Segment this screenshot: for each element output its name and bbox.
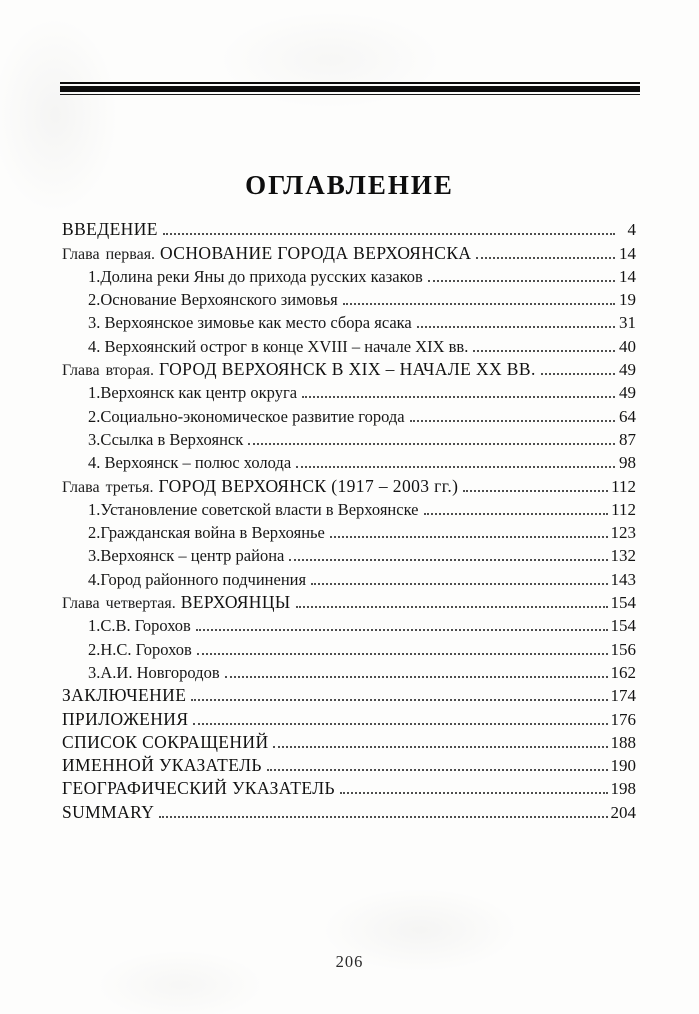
toc-entry-label: SUMMARY: [62, 801, 155, 822]
dot-leader: [302, 396, 615, 398]
toc-entry-prefix: Глава вторая.: [62, 362, 154, 380]
dot-leader: [417, 326, 615, 328]
toc-entry-label: 1.С.В. Горохов: [88, 616, 191, 636]
dot-leader: [191, 699, 607, 701]
toc-entry-label: СПИСОК СОКРАЩЕНИЙ: [62, 731, 269, 752]
page-number: 206: [335, 952, 364, 971]
toc-entry-label: ГЕОГРАФИЧЕСКИЙ УКАЗАТЕЛЬ: [62, 778, 335, 799]
page-title: ОГЛАВЛЕНИЕ: [245, 170, 454, 201]
toc-entry-page: 143: [610, 569, 636, 589]
dot-leader: [193, 723, 607, 725]
dot-leader: [343, 303, 615, 305]
dot-leader: [311, 583, 607, 585]
toc-entry-label: ЗАКЛЮЧЕНИЕ: [62, 685, 187, 706]
toc-entry-page: 31: [619, 313, 636, 333]
dot-leader: [289, 559, 607, 561]
toc-entry-page: 87: [619, 429, 636, 449]
toc-entry-page: 198: [610, 779, 636, 799]
toc-entry-label: 2.Гражданская война в Верхоянье: [88, 523, 325, 543]
dot-leader: [267, 769, 608, 771]
toc-entry: [62, 357, 636, 380]
toc-entry-page: 112: [611, 476, 636, 496]
toc-entry-page: 19: [619, 290, 636, 310]
toc-entry: [62, 287, 636, 310]
toc-entry: [62, 310, 636, 333]
toc-entry-label: ИМЕННОЙ УКАЗАТЕЛЬ: [62, 755, 262, 776]
toc-entry-page: 204: [610, 802, 636, 822]
toc-entry-label: ВЕРХОЯНЦЫ: [180, 592, 291, 613]
toc-entry-prefix: Глава третья.: [62, 478, 154, 496]
toc-entry-label: 2.Социально-экономическое развитие города: [88, 406, 405, 426]
dot-leader: [424, 513, 609, 515]
toc-entry-label: 2.Н.С. Горохов: [88, 639, 192, 659]
toc-entry-label: ГОРОД ВЕРХОЯНСК В XIX – НАЧАЛЕ XX ВВ.: [158, 359, 536, 380]
dot-leader: [225, 676, 608, 678]
toc-entry: [62, 333, 636, 356]
toc-entry-page: 4: [627, 220, 636, 240]
dot-leader: [296, 606, 608, 608]
top-double-rule: [60, 82, 640, 95]
toc-entry-prefix: Глава первая.: [62, 245, 156, 263]
dot-leader: [330, 536, 608, 538]
toc-entry-page: 64: [619, 406, 636, 426]
toc-entry: [62, 683, 636, 706]
toc-entry: [62, 613, 636, 636]
toc-entry: [62, 543, 636, 566]
toc-entry: [62, 450, 636, 473]
dot-leader: [296, 466, 615, 468]
toc-entry-page: 123: [610, 523, 636, 543]
toc-entry-page: 132: [610, 546, 636, 566]
toc-entry: [62, 753, 636, 776]
toc-entry: [62, 264, 636, 287]
toc-list: [62, 217, 636, 823]
toc-entry-page: 49: [619, 383, 636, 403]
toc-entry: [62, 217, 636, 240]
toc-entry-page: 162: [610, 662, 636, 682]
toc-entry: [62, 799, 636, 822]
dot-leader: [248, 443, 615, 445]
toc-entry: [62, 730, 636, 753]
dot-leader: [273, 746, 607, 748]
toc-entry: [62, 636, 636, 659]
dot-leader: [476, 257, 615, 259]
toc-entry-label: ОСНОВАНИЕ ГОРОДА ВЕРХОЯНСКА: [160, 242, 472, 263]
toc-entry: [62, 497, 636, 520]
toc-entry-label: 2.Основание Верхоянского зимовья: [88, 290, 338, 310]
dot-leader: [197, 653, 608, 655]
toc-entry-label: 4.Город районного подчинения: [88, 569, 307, 589]
dot-leader: [463, 490, 608, 492]
toc-entry-prefix: Глава четвертая.: [62, 595, 176, 613]
dot-leader: [410, 420, 615, 422]
dot-leader: [428, 280, 615, 282]
dot-leader: [159, 816, 607, 818]
toc-entry-page: 112: [611, 499, 636, 519]
toc-entry-page: 190: [610, 756, 636, 776]
toc-entry: [62, 240, 636, 263]
toc-entry-label: 3.А.И. Новгородов: [88, 662, 220, 682]
toc-entry-label: 1.Установление советской власти в Верхоянске: [88, 499, 419, 519]
toc-entry: [62, 380, 636, 403]
toc-entry: [62, 520, 636, 543]
dot-leader: [541, 373, 615, 375]
toc-entry-page: 98: [619, 453, 636, 473]
dot-leader: [163, 233, 615, 235]
toc-entry-page: 49: [619, 360, 636, 380]
toc-entry-label: 1.Долина реки Яны до прихода русских казаков: [88, 266, 423, 286]
toc-entry-page: 188: [610, 732, 636, 752]
toc-entry-label: ГОРОД ВЕРХОЯНСК (1917 – 2003 гг.): [158, 475, 459, 496]
toc-entry-page: 174: [610, 686, 636, 706]
dot-leader: [340, 792, 608, 794]
dot-leader: [473, 350, 615, 352]
toc-entry-page: 14: [619, 266, 636, 286]
toc-entry-label: 3. Верхоянское зимовье как место сбора ясака: [88, 313, 412, 333]
toc-entry: [62, 566, 636, 589]
dot-leader: [196, 629, 608, 631]
toc-entry-page: 154: [610, 593, 636, 613]
toc-entry: [62, 660, 636, 683]
toc-entry: [62, 590, 636, 613]
toc-entry-label: ВВЕДЕНИЕ: [62, 219, 158, 240]
toc-entry: [62, 706, 636, 729]
toc-entry: [62, 403, 636, 426]
toc-entry-page: 40: [619, 336, 636, 356]
toc-entry-label: ПРИЛОЖЕНИЯ: [62, 708, 189, 729]
toc-entry-page: 156: [610, 639, 636, 659]
toc-entry-label: 1.Верхоянск как центр округа: [88, 383, 298, 403]
toc-entry: [62, 473, 636, 496]
toc-entry-label: 3.Верхоянск – центр района: [88, 546, 285, 566]
toc-entry-page: 14: [619, 243, 636, 263]
toc-entry: [62, 427, 636, 450]
toc-entry-page: 176: [610, 709, 636, 729]
toc-entry-page: 154: [610, 616, 636, 636]
toc-entry-label: 4. Верхоянский острог в конце XVIII – начале XIX вв.: [88, 336, 469, 356]
toc-entry-label: 3.Ссылка в Верхоянск: [88, 429, 244, 449]
toc-entry-label: 4. Верхоянск – полюс холода: [88, 453, 292, 473]
toc-entry: [62, 776, 636, 799]
